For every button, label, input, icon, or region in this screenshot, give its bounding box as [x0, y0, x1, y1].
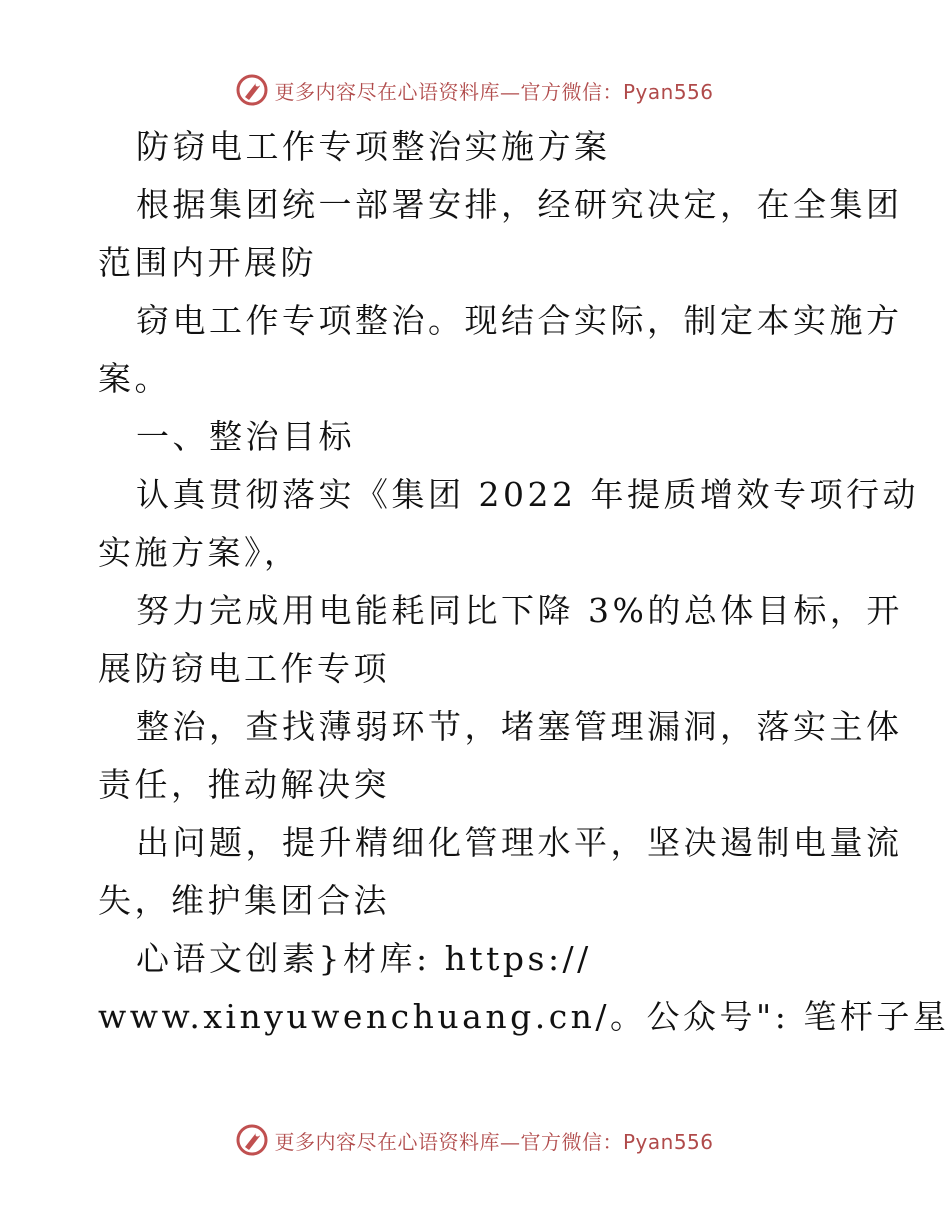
- document-line: 出问题，提升精细化管理水平，坚决遏制电量流: [136, 823, 903, 862]
- document-line: 失，维护集团合法: [98, 881, 390, 920]
- document-line: 防窃电工作专项整治实施方案: [136, 127, 611, 166]
- document-line: 根据集团统一部署安排，经研究决定，在全集团: [136, 185, 903, 224]
- document-line: 责任，推动解决突: [98, 765, 390, 804]
- header-banner-text: [274, 76, 713, 105]
- header-banner: [0, 70, 950, 110]
- document-line: 展防窃电工作专项: [98, 649, 390, 688]
- document-line: 实施方案》，: [98, 533, 301, 572]
- document-line: 一、整治目标: [136, 417, 355, 456]
- header-banner-label: 更多内容尽在心语资料库—官方微信：: [274, 79, 623, 104]
- document-line: 努力完成用电能耗同比下降 3%的总体目标，开: [136, 591, 903, 630]
- footer-banner-text: [274, 1126, 713, 1155]
- document-line: 心语文创素}材库: https://: [136, 939, 592, 978]
- pen-nib-logo-icon: [236, 1124, 268, 1156]
- document-line: www.xinyuwenchuang.cn/。公众号": 笔杆子星: [98, 997, 950, 1036]
- document-line: 窃电工作专项整治。现结合实际，制定本实施方: [136, 301, 903, 340]
- document-line: 整治，查找薄弱环节，堵塞管理漏洞，落实主体: [136, 707, 903, 746]
- footer-banner-label: 更多内容尽在心语资料库—官方微信：: [274, 1129, 623, 1154]
- footer-wechat-id: Pyan556: [622, 1129, 714, 1154]
- document-line: 案。: [98, 359, 171, 398]
- header-wechat-id: Pyan556: [622, 79, 714, 104]
- document-body: [98, 118, 950, 1046]
- document-line: 范围内开展防: [98, 243, 317, 282]
- footer-banner: [0, 1120, 950, 1160]
- pen-nib-logo-icon: [236, 74, 268, 106]
- document-line: 认真贯彻落实《集团 2022 年提质增效专项行动: [136, 475, 919, 514]
